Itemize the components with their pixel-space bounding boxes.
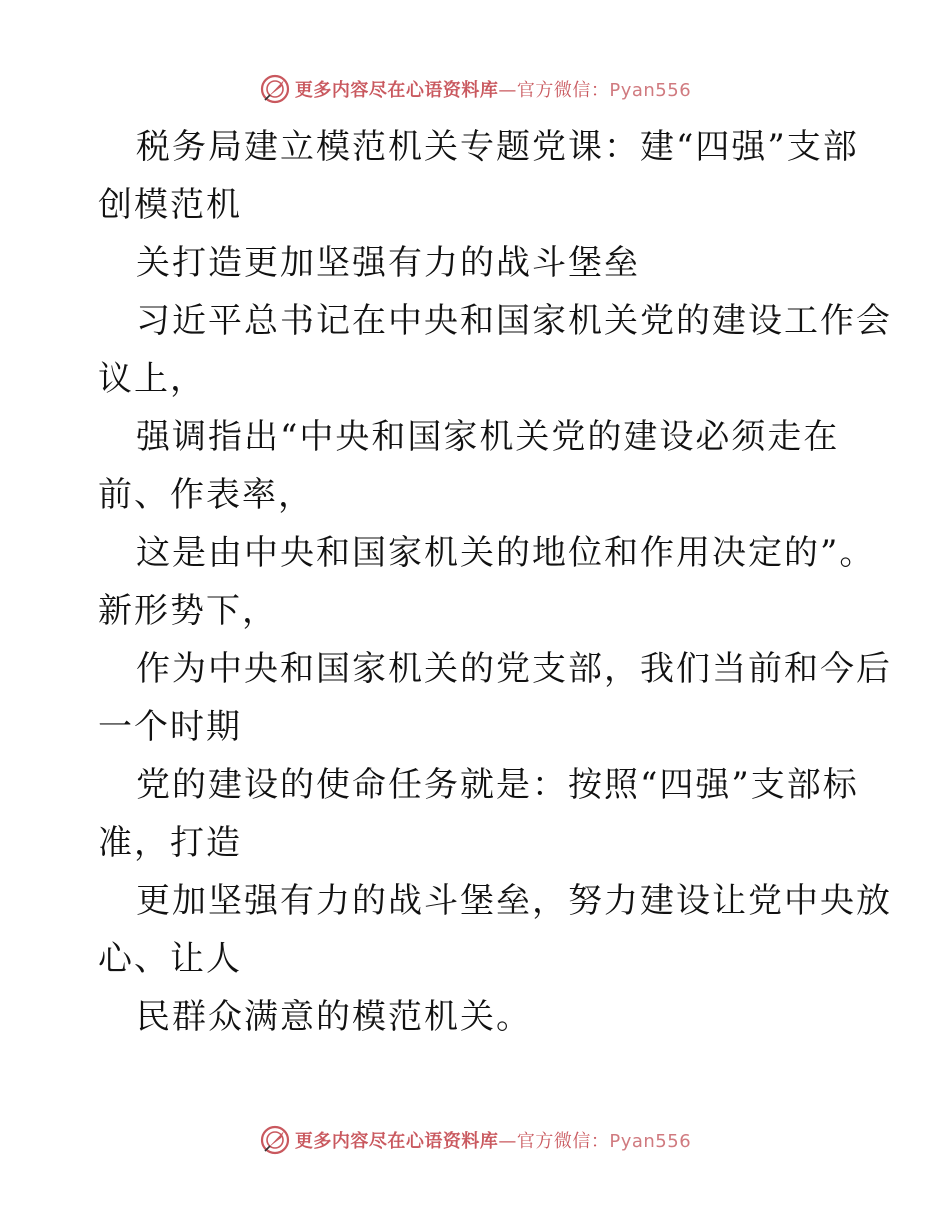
paragraph-line: 税务局建立模范机关专题党课：建“四强”支部 [136,127,859,167]
watermark-label: —官方微信： [498,80,610,101]
paragraph-line: 心、让人 [98,939,242,979]
paragraph-line: 关打造更加坚强有力的战斗堡垒 [136,243,640,283]
watermark-label: —官方微信： [498,1131,610,1152]
paragraph-line: 民群众满意的模范机关。 [136,997,532,1037]
paragraph-line: 议上， [98,359,206,399]
paragraph-line: 习近平总书记在中央和国家机关党的建设工作会 [136,301,892,341]
watermark-text [295,76,691,102]
document-body [98,118,892,1046]
paragraph-line: 一个时期 [98,707,242,747]
watermark-site-name: 更多内容尽在心语资料库 [294,80,499,101]
paragraph-line: 前、作表率， [98,475,314,515]
watermark-wechat-id: Pyan556 [609,1131,692,1152]
paragraph-line: 强调指出“中央和国家机关党的建设必须走在 [136,417,840,457]
header-watermark [0,73,950,105]
paragraph-line: 创模范机 [98,185,242,225]
footer-watermark [0,1124,950,1156]
paragraph-line: 更加坚强有力的战斗堡垒，努力建设让党中央放 [136,881,892,921]
watermark-text [295,1127,691,1153]
watermark-wechat-id: Pyan556 [609,80,692,101]
watermark-site-name: 更多内容尽在心语资料库 [294,1131,499,1152]
paragraph-line: 这是由中央和国家机关的地位和作用决定的”。 [136,533,876,573]
quill-logo-icon [259,73,291,105]
paragraph-line: 准，打造 [98,823,242,863]
paragraph-line: 新形势下， [98,591,278,631]
paragraph-line: 党的建设的使命任务就是：按照“四强”支部标 [136,765,859,805]
quill-logo-icon [259,1124,291,1156]
paragraph-line: 作为中央和国家机关的党支部，我们当前和今后 [136,649,892,689]
